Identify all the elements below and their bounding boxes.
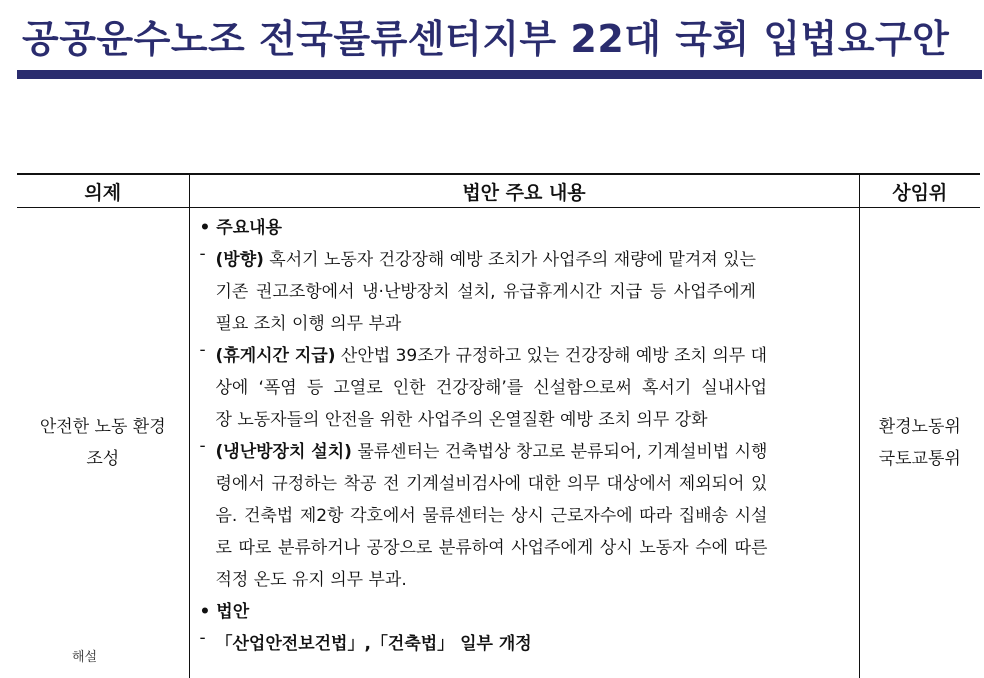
header-content: 법안 주요 내용 (189, 174, 859, 208)
committee-cell (859, 208, 980, 678)
list-item: - (휴게시간 지급) 산안법 39조가 규정하고 있는 건강장해 예방 조치 의무 대 상에 ‘폭염 등 고열로 인한 건강장해’를 신설함으로써 혹서기 실내사업 장 노동자들의 안전을 위한 사업주의 온열질환 예방 조치 의무 강화 (199, 340, 768, 430)
content-cell (189, 208, 859, 678)
table-row (17, 208, 980, 678)
section-heading-bill: • 법안 (199, 602, 250, 622)
header-committee: 상임위 (859, 174, 980, 208)
agenda-cell (17, 208, 189, 678)
item-label: 「산업안전보건법」,「건축법」 일부 개정 (215, 634, 532, 654)
item-label: (방향) (215, 250, 264, 270)
proposal-table (17, 173, 980, 678)
list-item: - (방향) 혹서기 노동자 건강장해 예방 조치가 사업주의 재량에 맡겨져 있는 기존 권고조항에서 냉·난방장치 설치, 유급휴게시간 지급 등 사업주에게 필요 조치 이행 의무 부과 (199, 244, 756, 334)
section-heading-main: • 주요내용 (199, 218, 282, 238)
committee-1: 환경노동위 (878, 416, 961, 437)
item-label: (휴게시간 지급) (215, 346, 336, 366)
agenda-line-1: 안전한 노동 환경 (39, 416, 166, 437)
list-item: - 「산업안전보건법」,「건축법」 일부 개정 (199, 628, 532, 654)
footer-fragment: 해설 (72, 650, 98, 665)
page-title: 공공운수노조 전국물류센터지부 22대 국회 입법요구안 (22, 17, 950, 61)
table-header-row (17, 174, 980, 208)
item-label: (냉난방장치 설치) (215, 442, 352, 462)
committee-2: 국토교통위 (878, 448, 961, 469)
list-item: - (냉난방장치 설치) 물류센터는 건축법상 창고로 분류되어, 기계설비법 시행 령에서 규정하는 착공 전 기계설비검사에 대한 의무 대상에서 제외되어 있 음. 건축법 제2항 각호에서 물류센터는 상시 근로자수에 따라 집배송 시설 로 따로 분류하거나 공장으로 분류하여 사업주에게 상시 노동자 수에 따른 적정 온도 유지 의무 부과. (199, 436, 768, 590)
header-agenda: 의제 (17, 174, 189, 208)
title-underline (17, 70, 982, 79)
agenda-line-2: 조성 (86, 448, 120, 469)
